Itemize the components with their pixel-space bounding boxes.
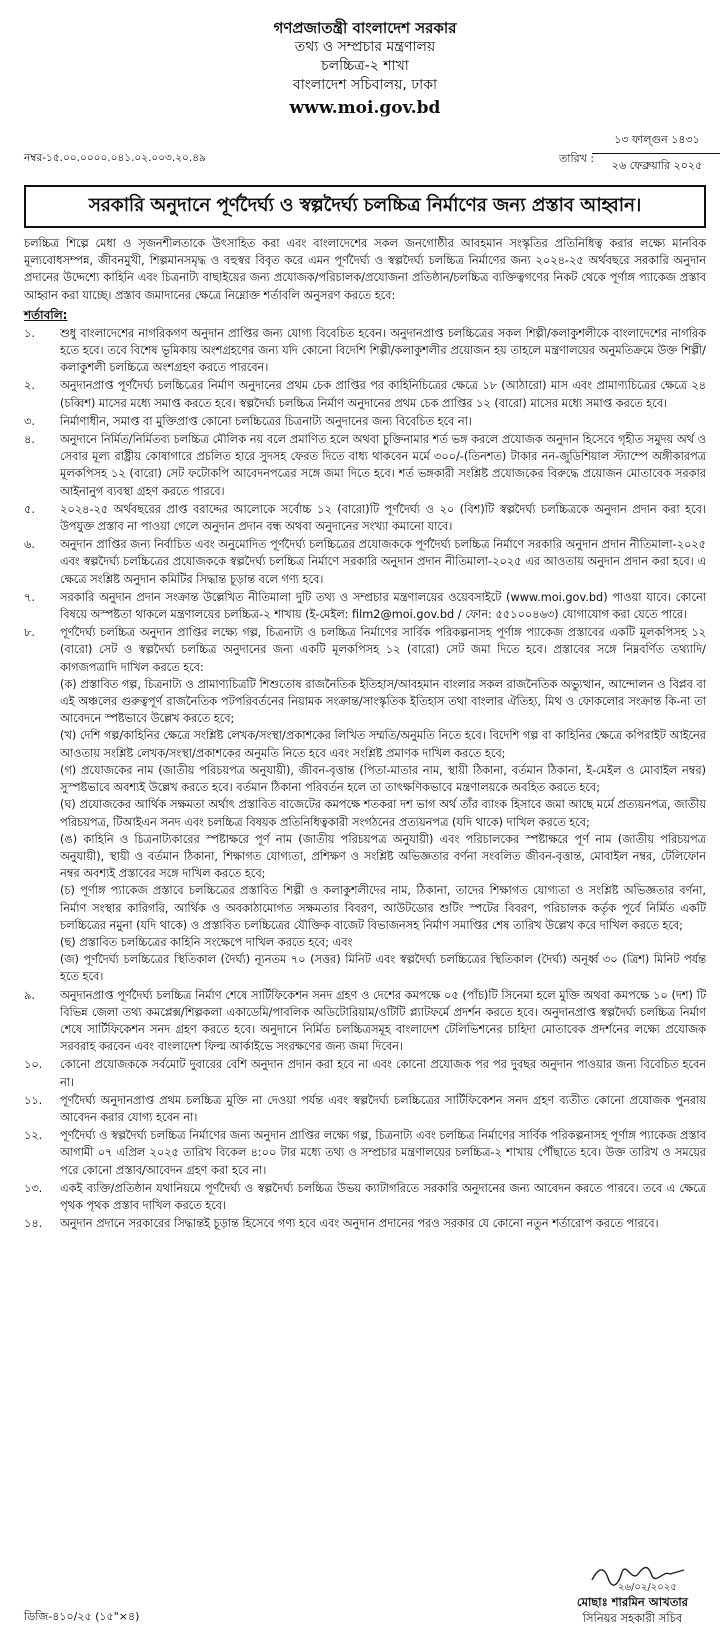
condition-body	[60, 589, 706, 623]
intro-paragraph: চলচ্চিত্র শিল্পে মেধা ও সৃজনশীলতাকে উৎসাহিত করা এবং বাংলাদেশের সকল জনগোষ্ঠীর আবহমান সংস্কৃতির প্রতিনিধিত্ব করার লক্ষ্যে মানবিক মূল্যবোধসম্পন্ন, জীবনমুখী, শিল্পমানসমৃদ্ধ ও বহুস্বর বিবৃত করে এমন পূর্ণদৈর্ঘ্য ও স্বল্পদৈর্ঘ্য চলচ্চিত্র নির্মাণের জন্য ২০২৪-২৫ অর্থবছরে সরকারি অনুদান প্রদানের উদ্দেশ্যে কাহিনি এবং চিত্রনাট্য বাছাইয়ের জন্য প্রযোজক/পরিচালক/প্রযোজনা প্রতিষ্ঠান/চলচ্চিত্র ব্যক্তিত্বগণের নিকট থেকে পূর্ণাঙ্গ প্যাকেজ প্রস্তাব আহ্বান করা যাচ্ছে। প্রস্তাব জমাদানের ক্ষেত্রে নিম্নোক্ত শর্তাবলি অনুসরণ করতে হবে:	[24, 237, 706, 302]
condition-body	[60, 431, 706, 500]
website-url[interactable]: www.moi.gov.bd	[289, 98, 441, 118]
condition-text: পূর্ণদৈর্ঘ্য অনুদানপ্রাপ্ত প্রথম চলচ্চিত্র মুক্তি না দেওয়া পর্যন্ত এবং স্বল্পদৈর্ঘ্য চলচ্চিত্রের সার্টিফিকেশন সনদ গ্রহণ ব্যতীত কোনো প্রযোজক পুনরায় আবেদন করার যোগ্য হবেন না।	[60, 1093, 706, 1124]
conditions-heading: শর্তাবলি:	[24, 307, 68, 322]
condition-subitem: (ঘ) প্রযোজকের আর্থিক সক্ষমতা অর্থাৎ প্রস্তাবিত বাজেটের কমপক্ষে শতকরা দশ ভাগ অর্থ তাঁর ব্যাংক হিসাবে জমা আছে মর্মে প্রত্যয়নপত্র, জাতীয় পরিচয়পত্র, টিআইএন সনদ এবং চলচ্চিত্র বিষয়ক প্রতিনিধিত্বকারী সংগঠনের প্রত্যয়নপত্র (যদি থাকে) দাখিল করতে হবে;	[60, 798, 706, 829]
condition-text: সরকারি অনুদান প্রদান সংক্রান্ত উল্লেখিত নীতিমালা দুটি তথ্য ও সম্প্রচার মন্ত্রণালয়ের ওয়েবসাইটে (www.moi.gov.bd) পাওয়া যাবে। কোনো বিষয়ে অস্পষ্টতা থাকলে মন্ত্রণালয়ের চলচ্চিত্র-২ শাখায় (ই-মেইল: film2@moi.gov.bd / ফোন: ৫৫১০০৪৬৩) যোগাযোগ করা যেতে পারে।	[60, 590, 706, 622]
condition-body	[60, 413, 706, 430]
condition-text: অনুদানে নির্মিত/নির্মিতব্য চলচ্চিত্র মৌলিক নয় বলে প্রমাণিত হলে অথবা চুক্তিনামার শর্ত ভঙ্গ করলে প্রযোজক অনুদান হিসেবে গৃহীত সমুদয় অর্থ ও সেবার মূল্য রাষ্ট্রীয় কোষাগারে প্রচলিত হারে সুদসহ ফেরত দিতে বাধ্য থাকবেন মর্মে ৩০০/-(তিনশত) টাকার নন-জুডিশিয়াল স্ট্যাম্পে অঙ্গীকারপত্র মূলকপিসহ ১২ (বারো) সেট ফটোকপি আবেদনপত্রের সঙ্গে জমা দিতে হবে। শর্ত ভঙ্গকারী সংশ্লিষ্ট প্রযোজকের বিরুদ্ধে প্রয়োজন মোতাবেক সরকার আইনানুগ ব্যবস্থা গ্রহণ করতে পারবে।	[60, 433, 706, 498]
condition-body	[60, 624, 706, 985]
branch-name: চলচ্চিত্র-২ শাখা	[321, 58, 409, 74]
condition-number: ৬.	[24, 538, 35, 552]
signature-date: ২৬/০২/২০২৫	[618, 1582, 677, 1592]
condition-body	[60, 501, 706, 535]
notice-title: সরকারি অনুদানে পূর্ণদৈর্ঘ্য ও স্বল্পদৈর্ঘ্য চলচ্চিত্র নির্মাণের জন্য প্রস্তাব আহ্বান।	[24, 185, 706, 228]
ministry-name: তথ্য ও সম্প্রচার মন্ত্রণালয়	[294, 39, 436, 55]
date-block	[592, 131, 720, 176]
condition-item	[24, 501, 706, 535]
condition-text: পূর্ণদৈর্ঘ্য চলচ্চিত্র অনুদান প্রাপ্তির লক্ষ্যে গল্প, চিত্রনাট্য ও চলচ্চিত্র নির্মাণের সার্বিক পরিকল্পনাসহ পূর্ণাঙ্গ প্যাকেজ প্রস্তাবের একটি মূলকপিসহ ১২ (বারো) সেট ও স্বল্পদৈর্ঘ্য চলচ্চিত্র অনুদানের জন্য একটি মূলকপিসহ ১২ (বারো) সেট জমা দিতে হবে। প্রস্তাবের সঙ্গে নিম্নবর্ণিত তথ্যাদি/কাগজপত্রাদি দাখিল করতে হবে:	[60, 626, 706, 674]
condition-number: ২.	[24, 379, 35, 393]
condition-text: অনুদান প্রদানে সরকারের সিদ্ধান্তই চূড়ান্ত হিসেবে গণ্য হবে এবং অনুদান প্রদানের পরও সরকার যে কোনো নতুন শর্তারোপ করতে পারবে।	[60, 1217, 659, 1231]
reference-row	[24, 123, 706, 177]
reference-number: নম্বর-১৫.০০.০০০০.০৪১.০২.০০৩.২০.৪৯	[24, 152, 206, 164]
condition-number: ৫.	[24, 502, 35, 516]
condition-item	[24, 589, 706, 623]
condition-item	[24, 987, 706, 1056]
condition-text: শুধু বাংলাদেশের নাগরিকগণ অনুদান প্রাপ্তির জন্য যোগ্য বিবেচিত হবেন। অনুদানপ্রাপ্ত চলচ্চিত্রের সকল শিল্পী/কলাকুশলীকে বাংলাদেশের নাগরিক হতে হবে। তবে বিশেষ ভূমিকায় অংশগ্রহণের জন্য যদি কোনো বিদেশি শিল্পী/কলাকুশলীর প্রয়োজন হয় তাহলে মন্ত্রণালয়ের অনুমতিক্রমে উক্ত শিল্পী/কলাকুশলী চলচ্চিত্রে অংশগ্রহণ করতে পারবেন।	[60, 326, 706, 375]
date-english: ২৬ ফেব্রুয়ারি ২০২৫	[611, 159, 703, 172]
dg-code: ডিজি-৪১০/২৫ (১৫"×৪)	[24, 1610, 140, 1623]
condition-item	[24, 1180, 706, 1214]
condition-text: অনুদানপ্রাপ্ত পূর্ণদৈর্ঘ্য চলচ্চিত্র নির্মাণ শেষে সার্টিফিকেশন সনদ গ্রহণ ও দেশের কমপক্ষে ০৫ (পাঁচ)টি সিনেমা হলে মুক্তি অথবা কমপক্ষে ১০ (দশ) টি বিভিন্ন জেলা তথ্য কমপ্লেক্স/শিল্পকলা একাডেমি/পাবলিক অডিটোরিয়াম/ওটিটি প্ল্যাটফর্মে প্রদর্শন করতে হবে। অনুদানপ্রাপ্ত স্বল্পদৈর্ঘ্য চলচ্চিত্র নির্মাণ শেষে সার্টিফিকেশন সনদ গ্রহণ করতে হবে। অনুদানে নির্মিত চলচ্চিত্রসমূহ বাংলাদেশ টেলিভিশনের চাহিদা মোতাবেক প্রদর্শনের লক্ষ্যে প্রযোজক সরবরাহ করবেন এবং বাংলাদেশ ফিল্ম আর্কাইভে সংরক্ষণের জন্য জমা দিবেন।	[60, 988, 706, 1054]
condition-body	[60, 1180, 706, 1214]
condition-number: ৭.	[24, 590, 35, 604]
condition-subitem: (ছ) প্রস্তাবিত চলচ্চিত্রের কাহিনি সংক্ষেপে দাখিল করতে হবে; এবং	[60, 935, 353, 949]
condition-subitem: (ঙ) কাহিনি ও চিত্রনাট্যকারের স্পষ্টাক্ষরে পূর্ণ নাম (জাতীয় পরিচয়পত্র অনুযায়ী) এবং পরিচালকের স্পষ্টাক্ষরে পূর্ণ নাম (জাতীয় পরিচয়পত্র অনুযায়ী), স্থায়ী ও বর্তমান ঠিকানা, শিক্ষাগত যোগ্যতা, প্রশিক্ষণ ও সংশ্লিষ্ট অভিজ্ঞতার বর্ণনা সংবলিত জীবন-বৃত্তান্ত, মোবাইল নম্বর, টেলিফোন নম্বর অবশ্যই প্রস্তাবের সঙ্গে দাখিল করতে হবে;	[60, 832, 706, 881]
handwritten-signature	[588, 1556, 688, 1592]
condition-text: অনুদানপ্রাপ্ত পূর্ণদৈর্ঘ্য চলচ্চিত্রের নির্মাণ অনুদানের প্রথম চেক প্রাপ্তির পর কাহিনিচিত্রের ক্ষেত্রে ১৮ (আঠারো) মাস এবং প্রামাণ্যচিত্রের ক্ষেত্রে ২৪ (চব্বিশ) মাসের মধ্যে সমাপ্ত করতে হবে। স্বল্পদৈর্ঘ্য চলচ্চিত্র নির্মাণ অনুদানের প্রথম চেক প্রাপ্তির ১২ (বারো) মাসের মধ্যে সমাপ্ত করতে হবে।	[60, 379, 706, 410]
condition-item	[24, 1092, 706, 1126]
condition-number: ৩.	[24, 414, 35, 428]
condition-body	[60, 536, 706, 588]
condition-number: ১০.	[24, 1058, 43, 1072]
condition-text: একই ব্যক্তি/প্রতিষ্ঠান যথানিয়মে পূর্ণদৈর্ঘ্য ও স্বল্পদৈর্ঘ্য চলচ্চিত্র উভয় ক্যাটাগরিতে সরকারি অনুদানের জন্য আবেদন করতে পারবে। তবে এ ক্ষেত্রে পৃথক পৃথক প্রস্তাব দাখিল করতে হবে।	[60, 1181, 706, 1212]
condition-number: ১৪.	[24, 1217, 43, 1231]
condition-subitem: (চ) পূর্ণাঙ্গ প্যাকেজ প্রস্তাবে চলচ্চিত্রের প্রস্তাবিত শিল্পী ও কলাকুশলীদের নাম, ঠিকানা, তাদের শিক্ষাগত যোগ্যতা ও সংশ্লিষ্ট অভিজ্ঞতার বর্ণনা, নির্মাণ সংস্থার কারিগরি, আর্থিক ও অবকাঠামোগত সক্ষমতার বিবরণ, আউটডোর শুটিং স্পটের বিবরণ, পরিচালক কর্তৃক পূর্বে নির্মিত একটি চলচ্চিত্রের নমুনা (যদি থাকে) ও প্রস্তাবিত চলচ্চিত্রের যৌক্তিক বাজেট বিভাজনসহ নির্মাণ সমাপ্তির শেষ তারিখ উল্লেখ করে দাখিল করতে হবে;	[60, 884, 706, 932]
condition-number: ৪.	[24, 433, 35, 447]
condition-text: পূর্ণদৈর্ঘ্য ও স্বল্পদৈর্ঘ্য চলচ্চিত্র নির্মাণের জন্য অনুদান প্রাপ্তির লক্ষ্যে গল্প, চিত্রনাট্য এবং চলচ্চিত্র নির্মাণের সার্বিক পরিকল্পনাসহ পূর্ণাঙ্গ প্যাকেজ প্রস্তাব আগামী ০৭ এপ্রিল ২০২৫ তারিখ বিকেল ৪:০০ টার মধ্যে তথ্য ও সম্প্রচার মন্ত্রণালয়ের চলচ্চিত্র-২ শাখায় পৌঁছাতে হবে। উক্ত তারিখ ও সময়ের পরে কোনো প্রস্তাব/আবেদন গ্রহণ করা হবে না।	[60, 1129, 706, 1177]
condition-number: ১৩.	[24, 1181, 43, 1195]
condition-body	[60, 1127, 706, 1179]
condition-item	[24, 1056, 706, 1090]
condition-body	[60, 987, 706, 1056]
condition-text: অনুদান প্রাপ্তির জন্য নির্বাচিত এবং অনুমোদিত পূর্ণদৈর্ঘ্য চলচ্চিত্রের প্রযোজককে পূর্ণদৈর্ঘ্য চলচ্চিত্র নির্মাণে সরকারি অনুদান প্রদান নীতিমালা-২০২৫ এবং স্বল্পদৈর্ঘ্য চলচ্চিত্রের প্রযোজককে স্বল্পদৈর্ঘ্য চলচ্চিত্র নির্মাণে সরকারি অনুদান প্রদান নীতিমালা-২০২৫ এর আওতায় অনুদান প্রদান করা হবে। এ ক্ষেত্রে সংশ্লিষ্ট অনুদান কমিটির সিদ্ধান্ত চূড়ান্ত বলে গণ্য হবে।	[60, 538, 706, 586]
condition-item	[24, 413, 706, 430]
office-address: বাংলাদেশ সচিবালয়, ঢাকা	[292, 77, 438, 93]
condition-number: ১২.	[24, 1129, 43, 1143]
letterhead	[24, 18, 706, 119]
condition-body	[60, 377, 706, 411]
condition-body	[60, 1092, 706, 1126]
footer	[24, 1556, 706, 1626]
condition-item	[24, 1215, 706, 1232]
condition-subitem: (জ) পূর্ণদৈর্ঘ্য চলচ্চিত্রের স্থিতিকাল (দৈর্ঘ্য) ন্যূনতম ৭০ (সত্তর) মিনিট এবং স্বল্পদৈর্ঘ্য চলচ্চিত্রের স্থিতিকাল (দৈর্ঘ্য) অনূর্ধ্ব ৩০ (ত্রিশ) মিনিট পর্যন্ত হতে হবে।	[60, 953, 706, 984]
condition-text: নির্মাণাধীন, সমাপ্ত বা মুক্তিপ্রাপ্ত কোনো চলচ্চিত্রের চিত্রনাট্য অনুদানের জন্য বিবেচিত হবে না।	[60, 414, 472, 428]
condition-body	[60, 325, 706, 377]
condition-item	[24, 536, 706, 588]
date-label: তারিখ :	[559, 152, 595, 165]
condition-item	[24, 1127, 706, 1179]
condition-item	[24, 431, 706, 500]
condition-body	[60, 1215, 706, 1232]
condition-item	[24, 325, 706, 377]
condition-body	[60, 1056, 706, 1090]
condition-number: ৮.	[24, 626, 35, 640]
condition-subitem: (ক) প্রস্তাবিত গল্প, চিত্রনাট্য ও প্রামাণ্যচিত্রটি শিশুতোষ রাজনৈতিক ইতিহাস/আবহমান বাংলার সকল রাজনৈতিক অভ্যুত্থান, আন্দোলন ও বিপ্লব বা এই অঞ্চলের গুরুত্বপূর্ণ রাজনৈতিক পটপরিবর্তনের নিয়ামক সংক্রান্ত/সাংস্কৃতিক ইতিহাস তথা বাংলার ঐতিহ্য, মিথ ও ফোকলোর সংক্রান্ত কি-না তা আবেদনে স্পষ্টভাবে উল্লেখ করতে হবে;	[60, 677, 706, 726]
conditions-list	[24, 325, 706, 1233]
government-name: গণপ্রজাতন্ত্রী বাংলাদেশ সরকার	[273, 19, 457, 37]
condition-text: কোনো প্রযোজককে সর্বমোট দুবারের বেশি অনুদান প্রদান করা হবে না এবং কোনো প্রযোজক পর পর দুবছর অনুদান পাওয়ার জন্য বিবেচিত হবেন না।	[60, 1058, 706, 1089]
condition-number: ১১.	[24, 1093, 43, 1107]
signatory-block	[577, 1594, 688, 1626]
condition-number: ৯.	[24, 988, 35, 1002]
condition-item	[24, 624, 706, 985]
condition-item	[24, 377, 706, 411]
signatory-name: মোছাঃ শারমিন আখতার	[576, 1595, 688, 1609]
condition-subitem: (গ) প্রযোজকের নাম (জাতীয় পরিচয়পত্র অনুযায়ী), জীবন-বৃত্তান্ত (পিতা-মাতার নাম, স্থায়ী ঠিকানা, বর্তমান ঠিকানা, ই-মেইল ও মোবাইল নম্বর) সুস্পষ্টভাবে অবশ্যই উল্লেখ করতে হবে। বর্তমান ঠিকানা পরিবর্তন হলে তা তাৎক্ষণিকভাবে মন্ত্রণালয়কে অবহিত করতে হবে;	[60, 763, 706, 795]
condition-subitem: (খ) দেশি গল্প/কাহিনির ক্ষেত্রে সংশ্লিষ্ট লেখক/সংস্থা/প্রকাশকের লিখিত সম্মতি/অনুমতি নিতে হবে। বিদেশি গল্প বা কাহিনির ক্ষেত্রে কপিরাইট আইনের আওতায় সংশ্লিষ্ট লেখক/সংস্থা/প্রকাশকের অনুমতি নিতে হবে এবং সংশ্লিষ্ট প্রমাণক দাখিল করতে হবে;	[60, 729, 706, 760]
date-bangla: ১৩ ফাল্গুন ১৪৩১	[592, 131, 720, 154]
signatory-designation: সিনিয়র সহকারী সচিব	[582, 1611, 683, 1625]
condition-number: ১.	[24, 326, 35, 340]
condition-text: ২০২৪-২৫ অর্থবছরের প্রাপ্ত বরাদ্দের আলোকে সর্বোচ্চ ১২ (বারো)টি পূর্ণদৈর্ঘ্য ও ২০ (বিশ)টি স্বল্পদৈর্ঘ্য চলচ্চিত্রকে অনুদান প্রদান করা হবে। উপযুক্ত প্রস্তাব না পাওয়া গেলে অনুদান প্রদান বন্ধ অথবা অনুদানের সংখ্যা কমানো যাবে।	[60, 502, 706, 534]
